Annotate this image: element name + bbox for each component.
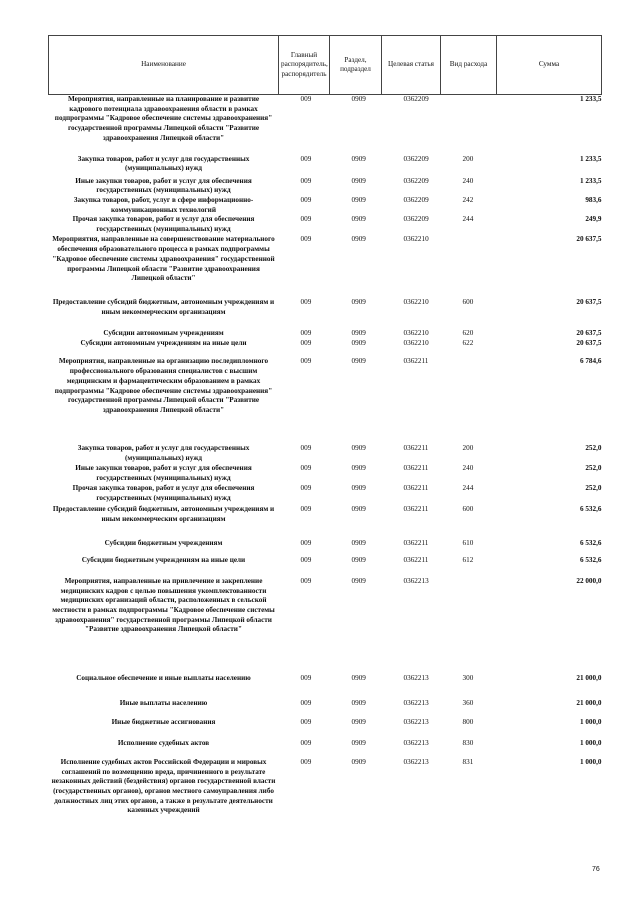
- row-expense: 610: [462, 538, 474, 547]
- table-row: [49, 699, 602, 718]
- row-expense: 622: [462, 339, 474, 348]
- row-name: Закупка товаров, работ, услуг в сфере информационно-коммуникационных технологий: [73, 195, 254, 214]
- table-row: [49, 577, 602, 674]
- header-name: Наименование: [49, 36, 279, 95]
- row-target: 0362209: [403, 215, 429, 224]
- row-name: Прочая закупка товаров, работ и услуг для обеспечения государственных (муниципальных) нужд: [72, 215, 255, 234]
- row-admin: 009: [300, 576, 312, 585]
- row-expense: 200: [462, 154, 474, 163]
- row-section: 0909: [351, 463, 366, 472]
- row-name: Иные закупки товаров, работ и услуг для обеспечения государственных (муниципальных) нужд: [75, 176, 252, 195]
- row-target: 0362213: [403, 673, 429, 682]
- row-name: Субсидии бюджетным учреждениям на иные цели: [81, 555, 246, 564]
- row-admin: 009: [300, 463, 312, 472]
- row-sum: 20 637,5: [576, 235, 602, 244]
- header-admin: Главный распорядитель, распорядитель: [279, 36, 330, 95]
- row-target: 0362213: [403, 717, 429, 726]
- row-expense: 200: [462, 444, 474, 453]
- row-expense: 244: [462, 215, 474, 224]
- row-target: 0362211: [403, 504, 429, 513]
- table-row: [49, 674, 602, 699]
- table-row: [49, 556, 602, 577]
- row-target: 0362209: [403, 95, 429, 103]
- row-target: 0362211: [403, 555, 429, 564]
- row-target: 0362213: [403, 576, 429, 585]
- table-row: [49, 298, 602, 329]
- row-expense: [441, 235, 497, 298]
- table-row: [49, 718, 602, 739]
- row-name: Закупка товаров, работ и услуг для государственных (муниципальных) нужд: [77, 444, 250, 463]
- table-row: [49, 539, 602, 556]
- row-expense: 360: [462, 698, 474, 707]
- row-target: 0362209: [403, 154, 429, 163]
- row-sum: 20 637,5: [576, 339, 602, 348]
- row-expense: 240: [462, 176, 474, 185]
- row-admin: 009: [300, 329, 312, 338]
- row-sum: 21 000,0: [576, 673, 602, 682]
- row-name: Иные бюджетные ассигнования: [111, 717, 216, 726]
- row-section: 0909: [351, 357, 366, 366]
- table-row: [49, 329, 602, 339]
- table-row: [49, 444, 602, 463]
- row-sum: 20 637,5: [576, 298, 602, 307]
- row-admin: 009: [300, 235, 312, 244]
- table-row: [49, 196, 602, 215]
- row-sum: 22 000,0: [576, 576, 602, 585]
- row-name: Исполнение судебных актов Российской Федерации и мировых соглашений по возмещению вреда, причиненного в результате незаконных действий (бездействия) органов государственной власти (государственных органов), органов местного самоуправления либо должностных лиц этих органов, а также в результате деятельности казенных учреждений: [51, 757, 276, 815]
- row-sum: 1 233,5: [579, 154, 602, 163]
- row-section: 0909: [351, 176, 366, 185]
- table-row: [49, 177, 602, 196]
- row-section: 0909: [351, 757, 366, 766]
- row-section: 0909: [351, 215, 366, 224]
- row-admin: 009: [300, 717, 312, 726]
- row-sum: 6 532,6: [579, 555, 602, 564]
- row-target: 0362211: [403, 538, 429, 547]
- table-row: [49, 758, 602, 834]
- row-name: Исполнение судебных актов: [117, 738, 210, 747]
- row-expense: [441, 357, 497, 444]
- row-sum: 1 233,5: [579, 95, 602, 103]
- row-target: 0362210: [403, 298, 429, 307]
- row-expense: [441, 577, 497, 674]
- row-section: 0909: [351, 717, 366, 726]
- row-admin: 009: [300, 154, 312, 163]
- row-section: 0909: [351, 504, 366, 513]
- row-name: Иные закупки товаров, работ и услуг для обеспечения государственных (муниципальных) нужд: [75, 463, 252, 482]
- row-section: 0909: [351, 738, 366, 747]
- row-section: 0909: [351, 154, 366, 163]
- row-name: Предоставление субсидий бюджетным, автономным учреждениям и иным некоммерческим организациям: [52, 298, 275, 317]
- row-admin: 009: [300, 298, 312, 307]
- row-sum: 6 532,6: [579, 504, 602, 513]
- row-section: 0909: [351, 339, 366, 348]
- row-target: 0362211: [403, 444, 429, 453]
- table-row: [49, 155, 602, 177]
- row-sum: 252,0: [585, 463, 602, 472]
- table-header-row: [49, 36, 602, 95]
- header-expense: Вид расхода: [441, 36, 497, 95]
- row-section: 0909: [351, 329, 366, 338]
- row-target: 0362210: [403, 329, 429, 338]
- row-admin: 009: [300, 757, 312, 766]
- row-sum: 20 637,5: [576, 329, 602, 338]
- table-row: [49, 739, 602, 758]
- row-admin: 009: [300, 215, 312, 224]
- budget-table: [48, 35, 602, 834]
- row-admin: 009: [300, 176, 312, 185]
- row-sum: 1 000,0: [579, 738, 602, 747]
- table-row: [49, 215, 602, 235]
- row-section: 0909: [351, 298, 366, 307]
- row-admin: 009: [300, 504, 312, 513]
- row-name: Закупка товаров, работ и услуг для государственных (муниципальных) нужд: [77, 154, 250, 173]
- row-expense: 600: [462, 298, 474, 307]
- header-sum: Сумма: [497, 36, 602, 95]
- row-admin: 009: [300, 444, 312, 453]
- row-expense: 300: [462, 673, 474, 682]
- row-sum: 6 532,6: [579, 538, 602, 547]
- row-target: 0362213: [403, 738, 429, 747]
- row-name: Мероприятия, направленные на организацию последипломного профессионального образования специалистов с высшим медицинским и фармацевтическим образованием в рамках подпрограммы "Кадровое обеспечение системы здравоохранения" государственной программы Липецкой области "Развитие здравоохранения Липецкой области": [54, 357, 273, 414]
- row-expense: 800: [462, 717, 474, 726]
- row-expense: 244: [462, 483, 474, 492]
- row-expense: [441, 95, 497, 155]
- row-section: 0909: [351, 195, 366, 204]
- row-name: Субсидии бюджетным учреждениям: [104, 538, 223, 547]
- row-name: Предоставление субсидий бюджетным, автономным учреждениям и иным некоммерческим организациям: [52, 504, 275, 523]
- row-sum: 21 000,0: [576, 698, 602, 707]
- row-name: Мероприятия, направленные на привлечение и закрепление медицинских кадров с целью повышения укомплектованности медицинских организаций области, расположенных в сельской местности в рамках подпрограммы "Кадровое обеспечение системы здравоохранения" государственной программы Липецкой области "Развитие здравоохранения Липецкой области": [52, 576, 275, 634]
- row-name: Субсидии автономным учреждениям: [103, 329, 224, 338]
- row-admin: 009: [300, 339, 312, 348]
- row-section: 0909: [351, 698, 366, 707]
- page-number: 76: [592, 866, 600, 873]
- table-row: [49, 339, 602, 357]
- row-admin: 009: [300, 555, 312, 564]
- row-name: Социальное обеспечение и иные выплаты населению: [76, 673, 251, 682]
- row-section: 0909: [351, 538, 366, 547]
- row-name: Прочая закупка товаров, работ и услуг для обеспечения государственных (муниципальных) нужд: [72, 483, 255, 502]
- row-admin: 009: [300, 698, 312, 707]
- table-row: [49, 235, 602, 298]
- row-target: 0362209: [403, 195, 429, 204]
- header-section: Раздел, подраздел: [330, 36, 382, 95]
- row-expense: 242: [462, 195, 474, 204]
- row-sum: 1 000,0: [579, 717, 602, 726]
- row-name: Мероприятия, направленные на планирование и развитие кадрового потенциала здравоохранения области в рамках подпрограммы "Кадровое обеспечение системы здравоохранения" государственной программы Липецкой области "Развитие здравоохранения Липецкой области": [54, 95, 273, 142]
- table-row: [49, 95, 602, 155]
- row-section: 0909: [351, 444, 366, 453]
- row-section: 0909: [351, 483, 366, 492]
- row-section: 0909: [351, 95, 366, 103]
- row-sum: 6 784,6: [579, 357, 602, 366]
- row-section: 0909: [351, 235, 366, 244]
- header-target: Целевая статья: [382, 36, 441, 95]
- table-row: [49, 505, 602, 539]
- row-expense: 830: [462, 738, 474, 747]
- table-row: [49, 357, 602, 444]
- row-admin: 009: [300, 195, 312, 204]
- row-target: 0362210: [403, 339, 429, 348]
- row-target: 0362213: [403, 757, 429, 766]
- table-row: [49, 484, 602, 505]
- row-sum: 249,9: [585, 215, 602, 224]
- row-name: Иные выплаты населению: [119, 698, 208, 707]
- row-admin: 009: [300, 673, 312, 682]
- row-admin: 009: [300, 483, 312, 492]
- row-sum: 252,0: [585, 444, 602, 453]
- row-expense: 612: [462, 555, 474, 564]
- row-section: 0909: [351, 673, 366, 682]
- row-target: 0362211: [403, 483, 429, 492]
- row-sum: 252,0: [585, 483, 602, 492]
- row-target: 0362209: [403, 176, 429, 185]
- row-expense: 240: [462, 463, 474, 472]
- row-expense: 620: [462, 329, 474, 338]
- row-admin: 009: [300, 738, 312, 747]
- row-expense: 600: [462, 504, 474, 513]
- row-admin: 009: [300, 95, 312, 103]
- row-target: 0362213: [403, 698, 429, 707]
- row-sum: 1 000,0: [579, 757, 602, 766]
- row-target: 0362211: [403, 463, 429, 472]
- row-sum: 983,6: [585, 195, 602, 204]
- row-section: 0909: [351, 555, 366, 564]
- budget-table-page: [48, 35, 601, 834]
- row-section: 0909: [351, 576, 366, 585]
- row-target: 0362211: [403, 357, 429, 366]
- table-row: [49, 464, 602, 484]
- row-sum: 1 233,5: [579, 176, 602, 185]
- row-target: 0362210: [403, 235, 429, 244]
- row-name: Субсидии автономным учреждениям на иные цели: [80, 339, 247, 348]
- row-expense: 831: [462, 757, 474, 766]
- row-admin: 009: [300, 357, 312, 366]
- row-name: Мероприятия, направленные на совершенствование материального обеспечения образовательного процесса в рамках подпрограммы "Кадровое обеспечение системы здравоохранения" государственной программы Липецкой области "Развитие здравоохранения Липецкой области": [52, 235, 275, 283]
- row-admin: 009: [300, 538, 312, 547]
